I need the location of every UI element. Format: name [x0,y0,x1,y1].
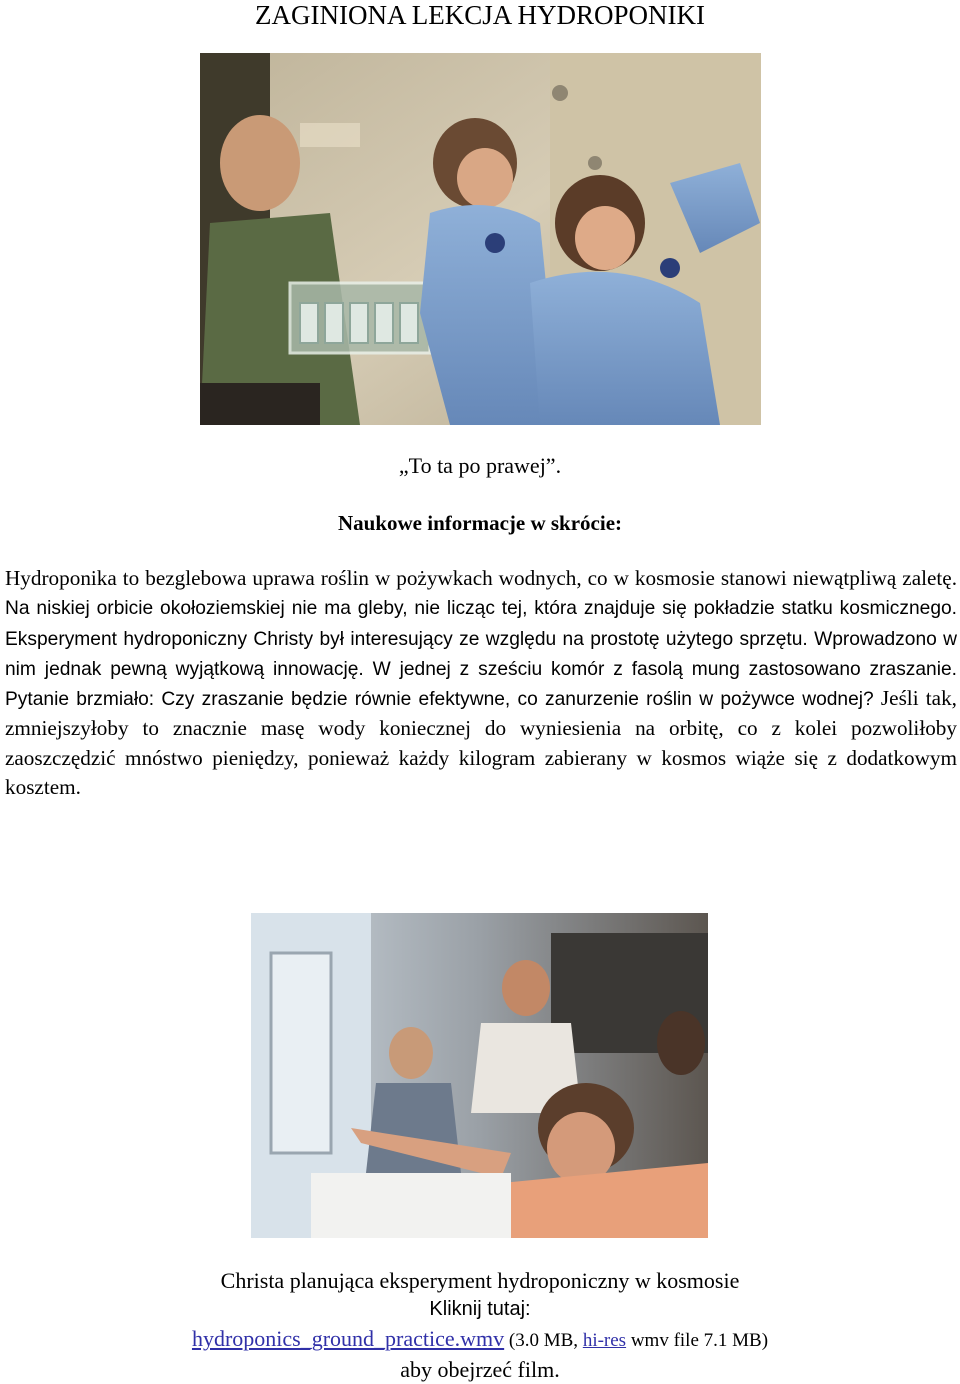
astronauts-zero-gravity-photo [200,53,761,425]
paragraph-text-2: Na niskiej orbicie okołoziemskiej nie ma gleby, nie licząc tej, która znajduje się pokładzie statku kosmicznego. Eksperyment hydroponiczny Christy był interesujący ze względu na prostotę użytego sprzętu. [5,598,957,650]
video-links-line [0,1324,960,1355]
hires-size-text: wmv file 7.1 MB) [626,1330,769,1351]
watch-film-text: aby obejrzeć film. [400,1357,560,1382]
christa-planning-photo [251,913,708,1238]
page-title: ZAGINIONA LEKCJA HYDROPONIKI [255,0,705,30]
click-here-label: Kliknij tutaj: [429,1298,531,1320]
video-size-text: (3.0 MB, [504,1330,583,1351]
section-heading: Naukowe informacje w skrócie: [337,511,623,535]
paragraph-text-1: Hydroponika to bezglebowa uprawa roślin w pożywkach wodnych, co w kosmosie stanowi niewątpliwą zaletę. [5,566,957,590]
video-link-wmv[interactable]: hydroponics_ground_practice.wmv [191,1326,505,1351]
caption-line: Christa planująca eksperyment hydroponiczny w kosmosie [220,1268,740,1293]
paragraph-text-4: Jeśli tak, zmniejszyłoby to znacznie masę wody koniecznej do wyniesienia na orbitę, co z kolei pozwoliłoby zaoszczędzić mnóstwo pieniędzy, ponieważ każdy kilogram zabierany w kosmos wiąże się z dodatkowym kosztem. [5,686,957,800]
paragraph-text-3: Wprowadzono w nim jednak pewną wyjątkową innowację. W jednej z sześciu komór z fasolą mung zastosowano zraszanie. Pytanie brzmiało: Czy zraszanie będzie równie efektywne, co zanurzenie roślin w pożywce wodnej? [5,628,958,711]
body-paragraph [5,564,957,802]
photo-caption-top: „To ta po prawej”. [398,453,562,478]
photo-caption-bottom [0,1266,960,1384]
video-link-hi-res[interactable]: hi-res [582,1330,627,1351]
